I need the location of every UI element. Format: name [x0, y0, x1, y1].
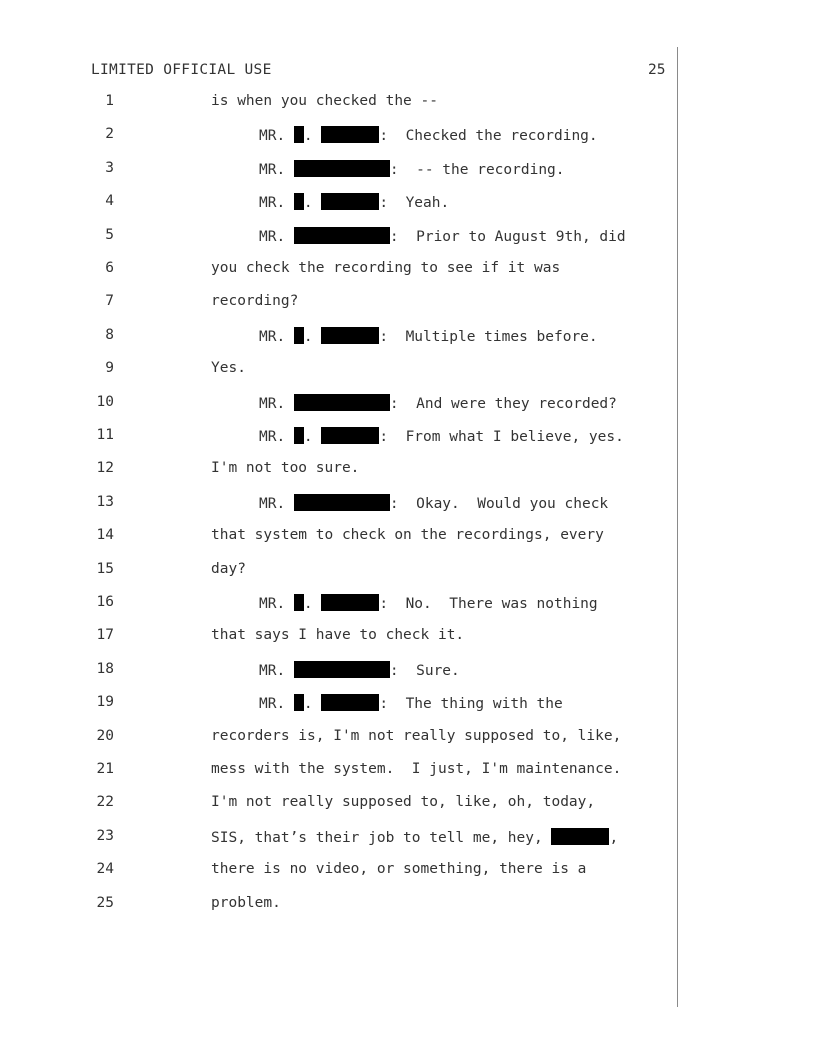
line-number: 17: [96, 627, 114, 644]
testimony-line: is when you checked the --: [211, 93, 438, 109]
line-number: 2: [105, 126, 114, 143]
testimony-text: [211, 460, 359, 476]
line-number: 5: [105, 226, 114, 243]
speaker-statement: : Sure.: [389, 662, 460, 679]
redacted-initial: [294, 327, 304, 344]
redacted-surname: [321, 193, 379, 210]
speaker-prefix: MR.: [259, 161, 294, 178]
line-number: 21: [96, 761, 114, 777]
speaker-prefix: MR.: [259, 662, 294, 679]
speaker-line-text: [259, 494, 608, 512]
redacted-initial: [294, 427, 304, 444]
line-number: 24: [96, 861, 114, 878]
line-suffix: ,: [609, 829, 619, 846]
line-number: 1: [105, 93, 114, 109]
line-number: 9: [105, 360, 114, 377]
speaker-statement: : -- the recording.: [389, 161, 565, 178]
speaker-line-text: MR. . : Yeah.: [259, 195, 450, 212]
speaker-line-text: [259, 661, 460, 679]
testimony-line: Yes.: [211, 360, 246, 377]
line-number: 14: [96, 527, 114, 544]
speaker-statement: : From what I believe, yes.: [379, 429, 624, 445]
testimony-line: I'm not really supposed to, like, oh, today,: [211, 794, 596, 811]
speaker-line-text: MR. . : Checked the recording.: [259, 128, 598, 145]
line-number: 10: [96, 393, 114, 410]
speaker-statement: : Multiple times before.: [379, 328, 598, 345]
line-number: 25: [96, 894, 114, 911]
redacted-name: [294, 494, 390, 511]
testimony-line: SIS, that’s their job to tell me, hey,: [211, 829, 552, 846]
line-number: 7: [105, 293, 114, 310]
speaker-statement: : And were they recorded?: [389, 395, 617, 412]
speaker-statement: : Yeah.: [379, 195, 450, 212]
speaker-statement: : No. There was nothing: [379, 596, 598, 612]
testimony-line: mess with the system. I just, I'm maintenance.: [211, 761, 622, 777]
line-number: 11: [96, 427, 114, 443]
testimony-line: that says I have to check it.: [211, 627, 465, 644]
speaker-line-text: [259, 227, 626, 245]
testimony-line: that system to check on the recordings, every: [211, 527, 604, 544]
testimony-line: day?: [211, 560, 246, 577]
line-number: 13: [96, 493, 114, 510]
line-number: 12: [96, 460, 114, 477]
speaker-prefix: MR.: [259, 696, 294, 713]
testimony-line: you check the recording to see if it was: [211, 260, 561, 276]
testimony-text: [211, 861, 586, 877]
redacted-surname: [321, 694, 379, 711]
testimony-text: [211, 527, 604, 543]
line-number: 16: [96, 594, 114, 610]
line-number: 20: [96, 727, 114, 744]
speaker-prefix: MR.: [259, 128, 294, 145]
testimony-line: I'm not too sure.: [211, 460, 360, 477]
testimony-text: [211, 627, 464, 643]
testimony-line: recording?: [211, 293, 299, 310]
speaker-prefix: MR.: [259, 195, 294, 212]
testimony-line: recorders is, I'm not really supposed to, like,: [211, 727, 622, 744]
line-number: 3: [105, 159, 114, 176]
testimony-text: [211, 895, 281, 911]
testimony-text: [211, 728, 621, 744]
speaker-line-text: MR. . : Multiple times before.: [259, 328, 598, 345]
classification-header: LIMITED OFFICIAL USE: [91, 62, 272, 78]
line-number: 19: [96, 694, 114, 711]
speaker-statement: : Checked the recording.: [379, 128, 598, 145]
line-number: 6: [105, 260, 114, 276]
speaker-prefix: MR.: [259, 495, 294, 512]
testimony-text: [211, 293, 298, 309]
speaker-prefix: MR.: [259, 596, 294, 612]
redacted-surname: [321, 327, 379, 344]
testimony-text: [211, 828, 618, 846]
redacted-name: [294, 394, 390, 411]
testimony-line: there is no video, or something, there is a: [211, 861, 587, 878]
speaker-line-text: MR. . : From what I believe, yes.: [259, 429, 624, 445]
redacted-initial: [294, 594, 304, 611]
page-number: 25: [648, 62, 666, 78]
testimony-text: [211, 260, 560, 276]
redacted-initial: [294, 126, 304, 143]
testimony-text: [211, 794, 595, 810]
redacted-name: [294, 227, 390, 244]
speaker-prefix: MR.: [259, 395, 294, 412]
testimony-text: [211, 360, 246, 376]
redacted-initial: [294, 193, 304, 210]
redacted-surname: [321, 594, 379, 611]
speaker-prefix: MR.: [259, 328, 294, 345]
speaker-line-text: [259, 160, 565, 178]
speaker-prefix: MR.: [259, 429, 294, 445]
speaker-line-text: [259, 394, 617, 412]
speaker-prefix: MR.: [259, 228, 294, 245]
speaker-statement: : Okay. Would you check: [389, 495, 609, 512]
line-number: 15: [96, 560, 114, 577]
testimony-text: [211, 561, 246, 577]
speaker-line-text: MR. . : No. There was nothing: [259, 596, 598, 612]
redacted-name: [551, 828, 609, 845]
speaker-statement: : Prior to August 9th, did: [389, 228, 626, 245]
speaker-statement: : The thing with the: [379, 696, 563, 713]
redacted-name: [294, 160, 390, 177]
redacted-name: [294, 661, 390, 678]
speaker-line-text: MR. . : The thing with the: [259, 696, 563, 713]
testimony-text: [211, 761, 621, 777]
redacted-surname: [321, 126, 379, 143]
line-number: 18: [96, 660, 114, 677]
right-margin-rule: [677, 47, 678, 1007]
line-number: 4: [105, 193, 114, 210]
testimony-text: [211, 93, 438, 109]
redacted-surname: [321, 427, 379, 444]
line-number: 23: [96, 827, 114, 844]
testimony-line: problem.: [211, 894, 281, 911]
line-number: 22: [96, 794, 114, 811]
redacted-initial: [294, 694, 304, 711]
line-number: 8: [105, 326, 114, 343]
